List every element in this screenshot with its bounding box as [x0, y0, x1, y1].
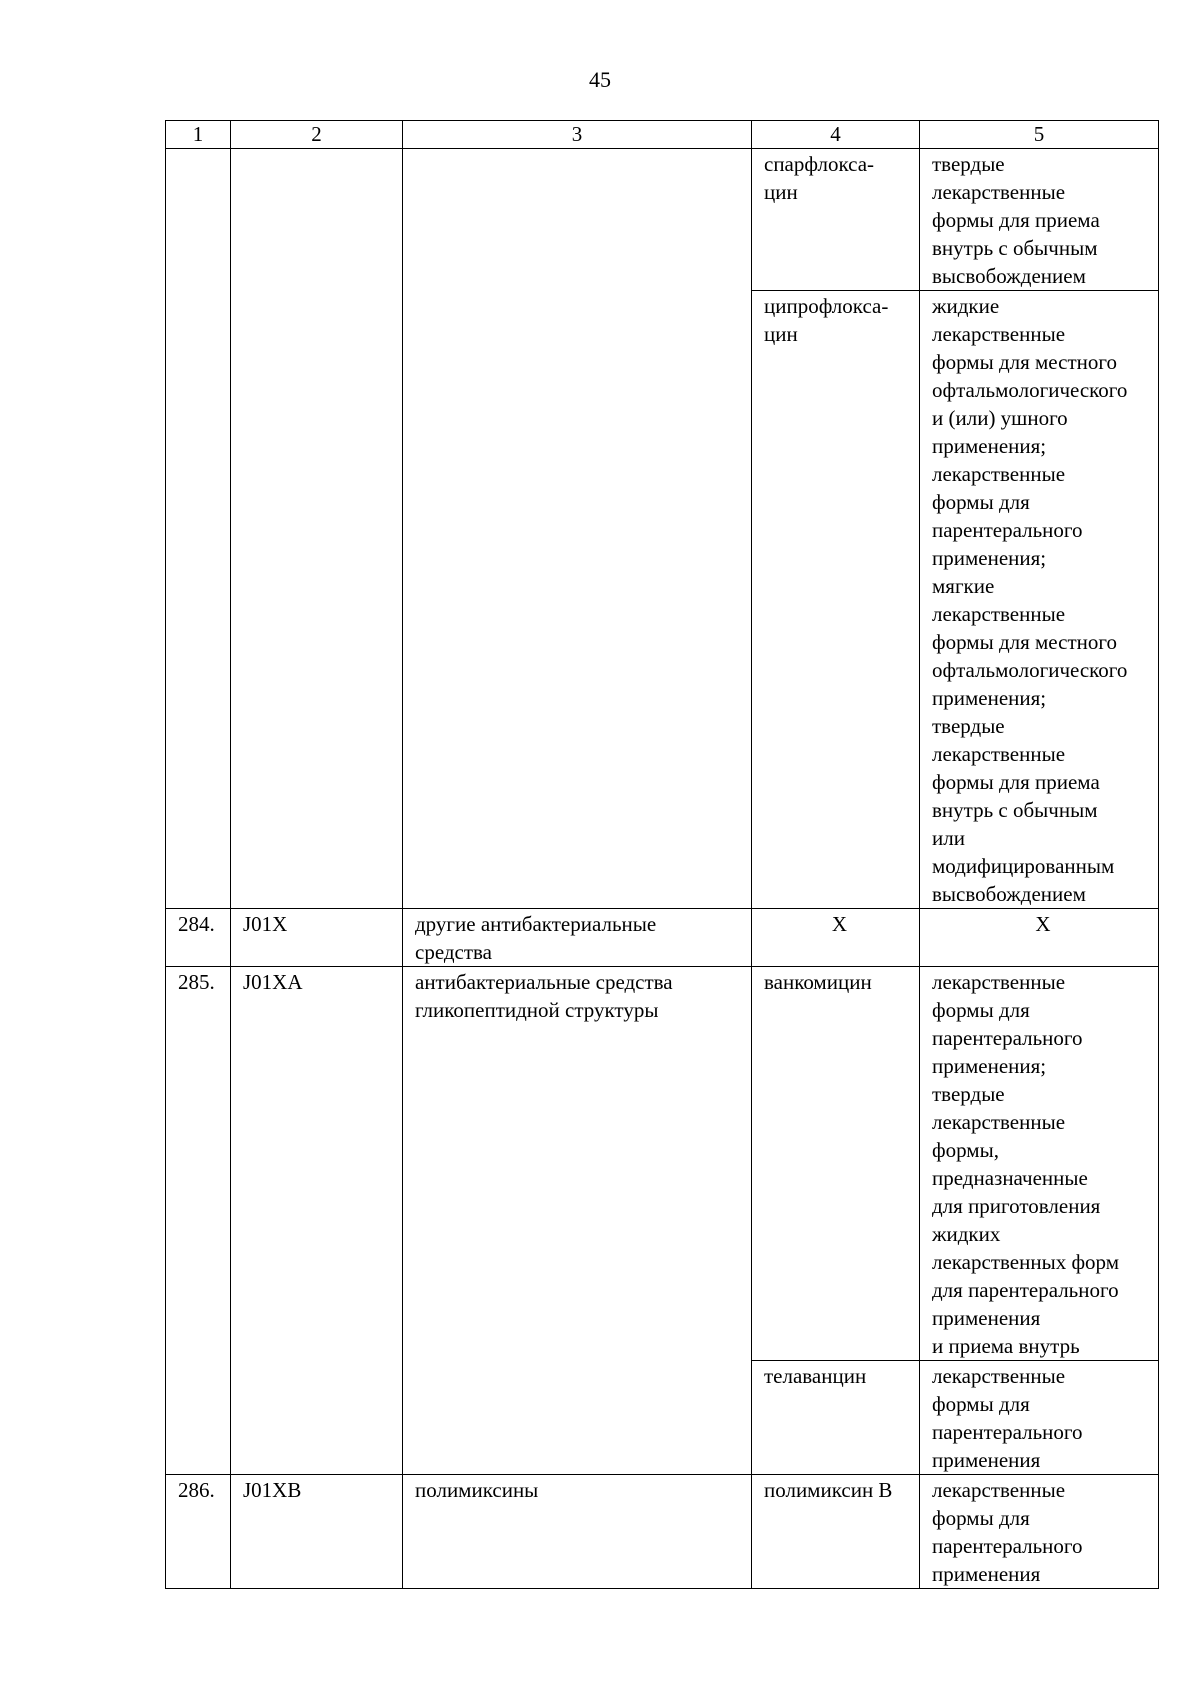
header-col-3: 3	[403, 121, 752, 149]
dosage-form-cell: лекарственные формы для парентерального применения; твердые лекарственные формы, предназначенные для приготовления жидких лекарственных форм для парентерального применения и приема внутрь	[920, 967, 1159, 1361]
header-col-5: 5	[920, 121, 1159, 149]
header-col-1: 1	[166, 121, 231, 149]
table-row	[166, 1475, 1159, 1589]
page-number: 45	[589, 67, 611, 92]
table-row	[166, 909, 1159, 967]
atc-code-cell: J01XA	[231, 967, 403, 1475]
dosage-form-cell: твердые лекарственные формы для приема внутрь с обычным высвобождением	[920, 149, 1159, 291]
drug-name-cell: спарфлокса- цин	[752, 149, 920, 291]
header-col-4: 4	[752, 121, 920, 149]
atc-code-cell: J01X	[231, 909, 403, 967]
group-name-cell: полимиксины	[403, 1475, 752, 1589]
row-number-cell	[166, 149, 231, 909]
drug-name-cell: полимиксин В	[752, 1475, 920, 1589]
header-col-2: 2	[231, 121, 403, 149]
header-row	[166, 121, 1159, 149]
table-row	[166, 149, 1159, 291]
dosage-form-cell: лекарственные формы для парентерального применения	[920, 1475, 1159, 1589]
atc-code-cell: J01XB	[231, 1475, 403, 1589]
dosage-form-cell: жидкие лекарственные формы для местного офтальмологического и (или) ушного применения; лекарственные формы для парентерального применения; мягкие лекарственные формы для местного офтальмологического применения; твердые лекарственные формы для приема внутрь с обычным или модифицированным высвобождением	[920, 291, 1159, 909]
row-number-cell: 286.	[166, 1475, 231, 1589]
group-name-cell: антибактериальные средства гликопептидной структуры	[403, 967, 752, 1475]
medicines-table	[165, 120, 1159, 1589]
drug-name-cell: ванкомицин	[752, 967, 920, 1361]
row-number-cell: 284.	[166, 909, 231, 967]
row-number-cell: 285.	[166, 967, 231, 1475]
atc-code-cell	[231, 149, 403, 909]
dosage-form-cell: лекарственные формы для парентерального применения	[920, 1361, 1159, 1475]
group-name-cell	[403, 149, 752, 909]
drug-name-cell: телаванцин	[752, 1361, 920, 1475]
group-name-cell: другие антибактериальные средства	[403, 909, 752, 967]
drug-name-cell: X	[752, 909, 920, 967]
dosage-form-cell: X	[920, 909, 1159, 967]
drug-name-cell: ципрофлокса- цин	[752, 291, 920, 909]
table-row	[166, 967, 1159, 1361]
